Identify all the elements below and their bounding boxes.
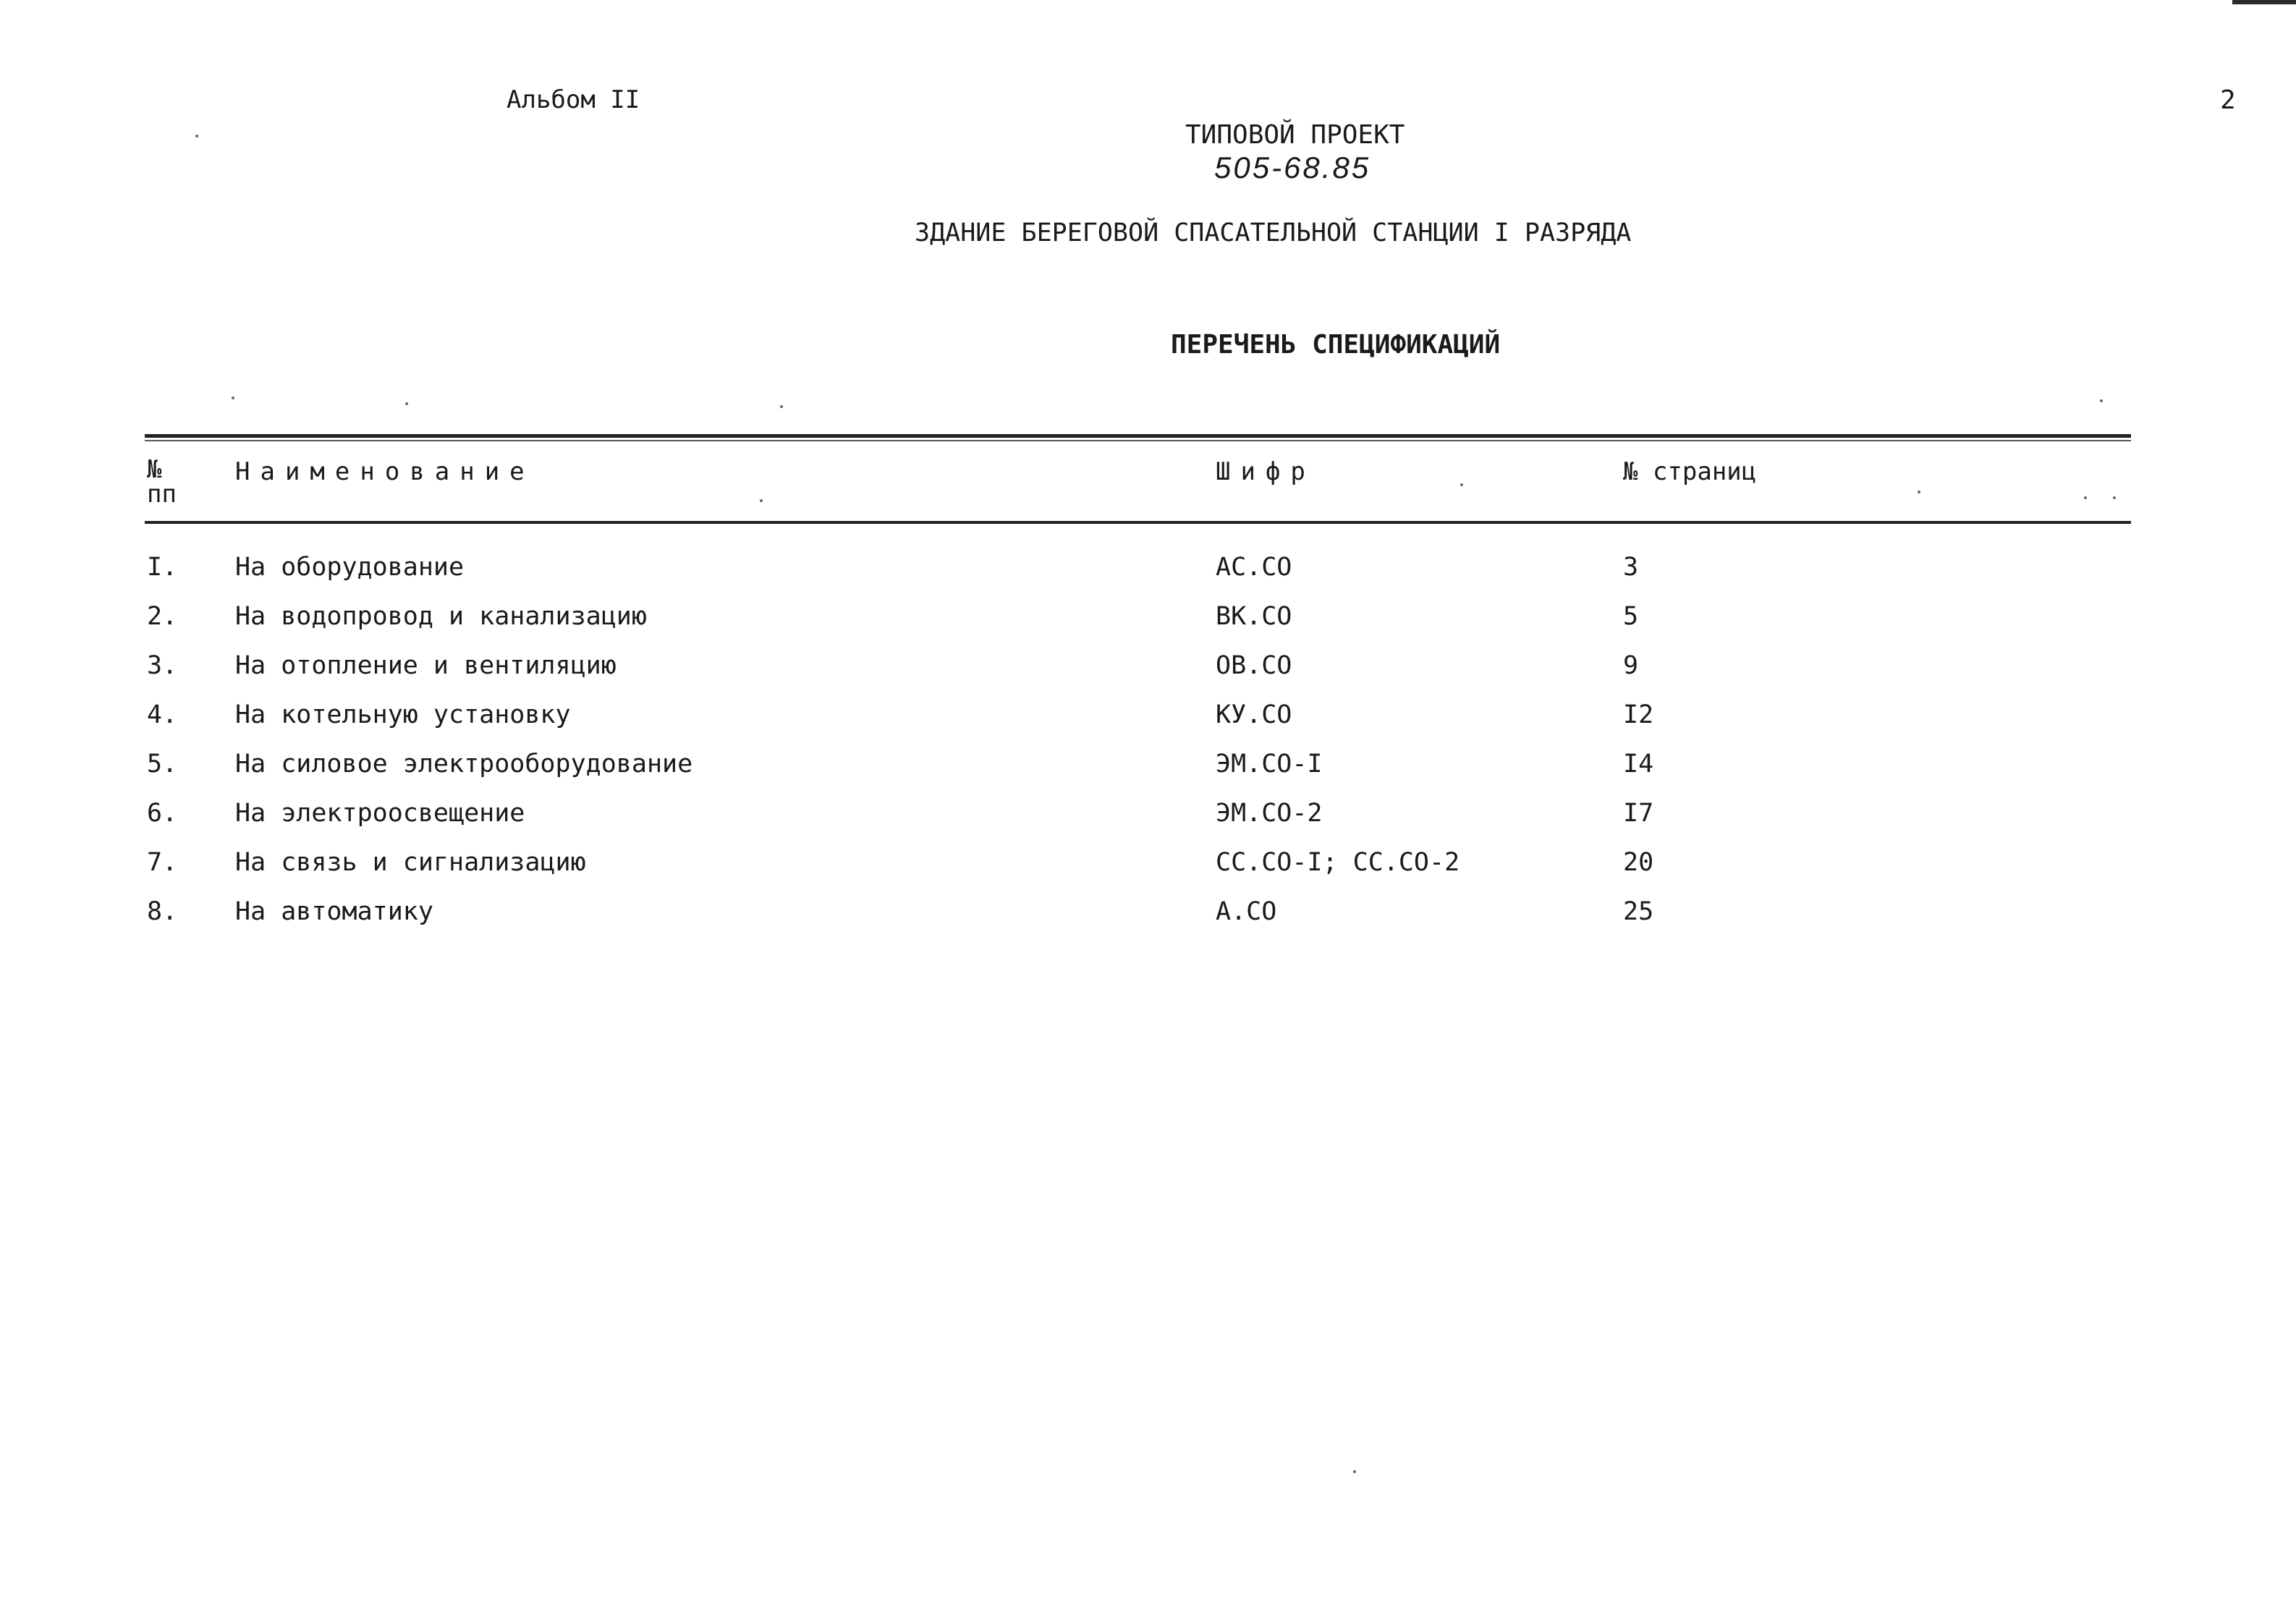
row-code: КУ.СО — [1216, 700, 1292, 729]
row-number: 2. — [147, 602, 178, 631]
scan-speck — [2113, 496, 2116, 499]
row-name: На котельную установку — [235, 700, 571, 729]
row-page: I2 — [1623, 700, 1654, 729]
row-number: 5. — [147, 750, 178, 779]
list-title: ПЕРЕЧЕНЬ СПЕЦИФИКАЦИЙ — [1171, 330, 1501, 360]
scan-speck — [1353, 1470, 1356, 1473]
row-name: На водопровод и канализацию — [235, 602, 647, 631]
scan-speck — [195, 135, 198, 137]
row-page: 20 — [1623, 848, 1654, 877]
scan-speck — [2084, 496, 2087, 499]
row-code: СС.СО-I; СС.СО-2 — [1216, 848, 1460, 877]
row-name: На электроосвещение — [235, 799, 525, 828]
scan-speck — [760, 499, 763, 502]
table-top-rule-inner — [145, 440, 2131, 441]
table-header-rule — [145, 521, 2131, 524]
album-label: Альбом II — [507, 85, 640, 114]
column-header-number-abbr: пп — [147, 480, 177, 509]
building-title: ЗДАНИЕ БЕРЕГОВОЙ СПАСАТЕЛЬНОЙ СТАНЦИИ I РАЗРЯДА — [915, 219, 1632, 247]
column-header-pages: № страниц — [1623, 457, 1757, 486]
row-page: I4 — [1623, 750, 1654, 779]
table-row — [0, 700, 2296, 744]
project-code: 505-68.85 — [1214, 150, 1371, 184]
column-header-name: Наименование — [235, 457, 535, 486]
table-row — [0, 750, 2296, 793]
column-header-number-symbol: № — [147, 455, 162, 484]
row-code: АС.СО — [1216, 553, 1292, 582]
row-page: I7 — [1623, 799, 1654, 828]
row-name: На силовое электрооборудование — [235, 750, 693, 779]
table-row — [0, 848, 2296, 891]
row-name: На связь и сигнализацию — [235, 848, 586, 877]
row-number: 6. — [147, 799, 178, 828]
row-number: 8. — [147, 897, 178, 926]
row-page: 9 — [1623, 651, 1639, 680]
column-header-code: Шифр — [1216, 457, 1316, 486]
column-header-number — [147, 455, 177, 509]
table-row — [0, 651, 2296, 695]
scan-speck — [780, 405, 783, 408]
scan-speck — [1460, 483, 1463, 486]
page-number: 2 — [2220, 85, 2236, 115]
row-page: 25 — [1623, 897, 1654, 926]
scan-speck — [2100, 399, 2103, 402]
project-type-title: ТИПОВОЙ ПРОЕКТ — [1185, 120, 1405, 150]
row-name: На отопление и вентиляцию — [235, 651, 617, 680]
table-row — [0, 602, 2296, 645]
row-number: 7. — [147, 848, 178, 877]
table-row — [0, 897, 2296, 941]
row-code: А.СО — [1216, 897, 1277, 926]
row-name: На оборудование — [235, 553, 465, 582]
row-code: ЭМ.СО-2 — [1216, 799, 1323, 828]
scan-speck — [405, 402, 408, 405]
row-code: ВК.СО — [1216, 602, 1292, 631]
scan-speck — [1918, 491, 1920, 493]
row-code: ЭМ.СО-I — [1216, 750, 1323, 779]
corner-scan-mark — [2232, 0, 2296, 4]
row-code: ОВ.СО — [1216, 651, 1292, 680]
row-number: I. — [147, 553, 178, 582]
row-name: На автоматику — [235, 897, 433, 926]
scan-speck — [232, 396, 234, 399]
row-page: 3 — [1623, 553, 1639, 582]
row-number: 4. — [147, 700, 178, 729]
table-row — [0, 553, 2296, 596]
table-row — [0, 799, 2296, 842]
table-top-rule — [145, 434, 2131, 438]
row-page: 5 — [1623, 602, 1639, 631]
row-number: 3. — [147, 651, 178, 680]
